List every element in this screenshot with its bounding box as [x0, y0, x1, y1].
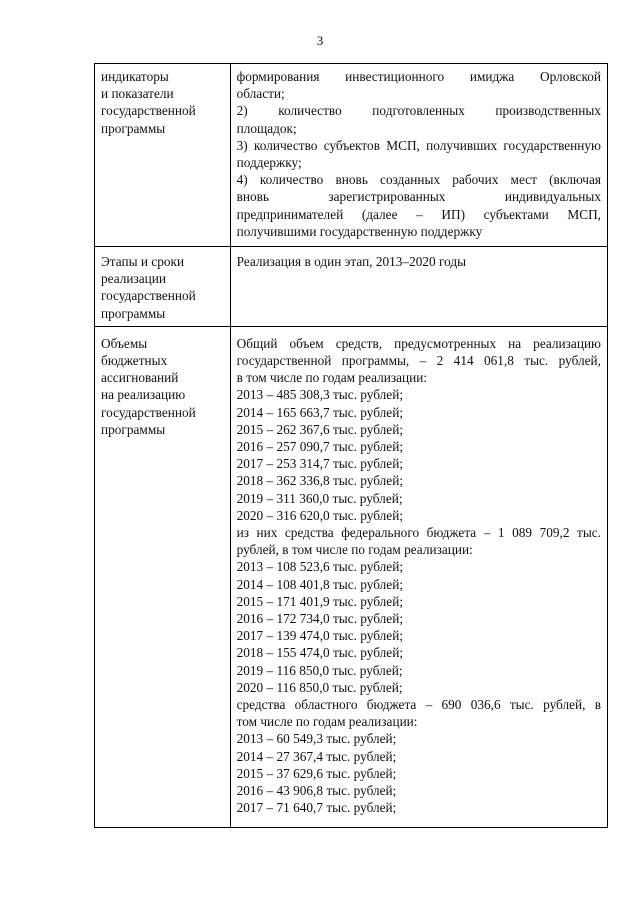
row-indicators — [95, 64, 608, 247]
row-label-line: Этапы и сроки — [101, 254, 185, 269]
content-line: 2017 – 139 474,0 тыс. рублей; — [236, 628, 404, 644]
content-line: 2019 – 116 850,0 тыс. рублей; — [236, 662, 403, 678]
content-line: 2019 – 311 360,0 тыс. рублей; — [236, 490, 403, 506]
content-line: вновь зарегистрированных индивидуальных — [236, 189, 601, 205]
content-line: 2014 – 165 663,7 тыс. рублей; — [236, 404, 404, 420]
content-line: в том числе по годам реализации: — [236, 370, 428, 386]
content-line: Реализация в один этап, 2013–2020 годы — [236, 254, 467, 269]
content-line: 2017 – 71 640,7 тыс. рублей; — [236, 800, 397, 816]
content-line: 2020 – 116 850,0 тыс. рублей; — [236, 679, 403, 695]
content-line: 4) количество вновь созданных рабочих мест (включая — [236, 172, 601, 188]
row-label-line: на реализацию — [101, 387, 186, 403]
row-label-cell — [95, 247, 231, 327]
row-content-cell — [230, 247, 607, 327]
content-line: 2018 – 362 336,8 тыс. рублей; — [236, 473, 404, 489]
content-line: средства областного бюджета – 690 036,6 тыс. рублей, в — [236, 697, 601, 713]
content-line: 2014 – 27 367,4 тыс. рублей; — [236, 748, 397, 764]
content-line: площадок; — [236, 120, 297, 136]
content-line: рублей, в том числе по годам реализации: — [236, 542, 473, 558]
row-label-line: программы — [101, 120, 166, 136]
content-line: 2015 – 37 629,6 тыс. рублей; — [236, 765, 397, 781]
row-label-line: индикаторы — [101, 69, 169, 84]
content-line: 2015 – 171 401,9 тыс. рублей; — [236, 593, 404, 609]
content-line: области; — [236, 86, 285, 102]
content-line: 3) количество субъектов МСП, получивших государственную — [236, 137, 601, 153]
page-number: 3 — [316, 33, 324, 48]
content-line: поддержку; — [236, 155, 302, 171]
row-label-cell — [95, 326, 231, 827]
content-line: формирования инвестиционного имиджа Орловской — [236, 69, 601, 84]
row-label-line: государственной — [101, 404, 196, 420]
row-label-line: ассигнований — [101, 370, 179, 386]
content-line: 2013 – 485 308,3 тыс. рублей; — [236, 387, 404, 403]
row-label-line: государственной — [101, 103, 196, 119]
row-content-cell — [230, 64, 607, 247]
content-line: 2014 – 108 401,8 тыс. рублей; — [236, 576, 404, 592]
row-stages — [95, 247, 608, 327]
program-passport-table — [94, 63, 608, 828]
content-line: Общий объем средств, предусмотренных на реализацию — [236, 335, 601, 351]
content-line: 2013 – 60 549,3 тыс. рублей; — [236, 731, 397, 747]
content-line: 2016 – 257 090,7 тыс. рублей; — [236, 439, 404, 455]
content-line: 2013 – 108 523,6 тыс. рублей; — [236, 559, 404, 575]
row-label-line: и показатели — [101, 86, 174, 102]
row-label-line: государственной — [101, 288, 196, 304]
content-line: из них средства федерального бюджета – 1 089 709,2 тыс. — [236, 525, 601, 541]
content-line: 2016 – 43 906,8 тыс. рублей; — [236, 783, 397, 799]
row-label-line: Объемы — [101, 335, 148, 351]
content-line: 2) количество подготовленных производственных — [236, 103, 601, 119]
row-label-cell — [95, 64, 231, 247]
content-line: 2015 – 262 367,6 тыс. рублей; — [236, 421, 404, 437]
content-line: предпринимателей (далее – ИП) субъектами МСП, — [236, 206, 601, 222]
row-label-line: бюджетных — [101, 353, 168, 369]
content-line: государственной программы, – 2 414 061,8 тыс. рублей, — [236, 353, 601, 369]
content-line: 2020 – 316 620,0 тыс. рублей; — [236, 507, 404, 523]
row-budget — [95, 326, 608, 827]
content-line: том числе по годам реализации: — [236, 714, 418, 730]
content-line: 2018 – 155 474,0 тыс. рублей; — [236, 645, 404, 661]
row-label-line: реализации — [101, 271, 166, 287]
content-line: получившими государственную поддержку — [236, 223, 483, 239]
content-line: 2016 – 172 734,0 тыс. рублей; — [236, 611, 404, 627]
row-label-line: программы — [101, 305, 166, 321]
row-label-line: программы — [101, 421, 166, 437]
row-content-cell — [230, 326, 607, 827]
content-line: 2017 – 253 314,7 тыс. рублей; — [236, 456, 404, 472]
